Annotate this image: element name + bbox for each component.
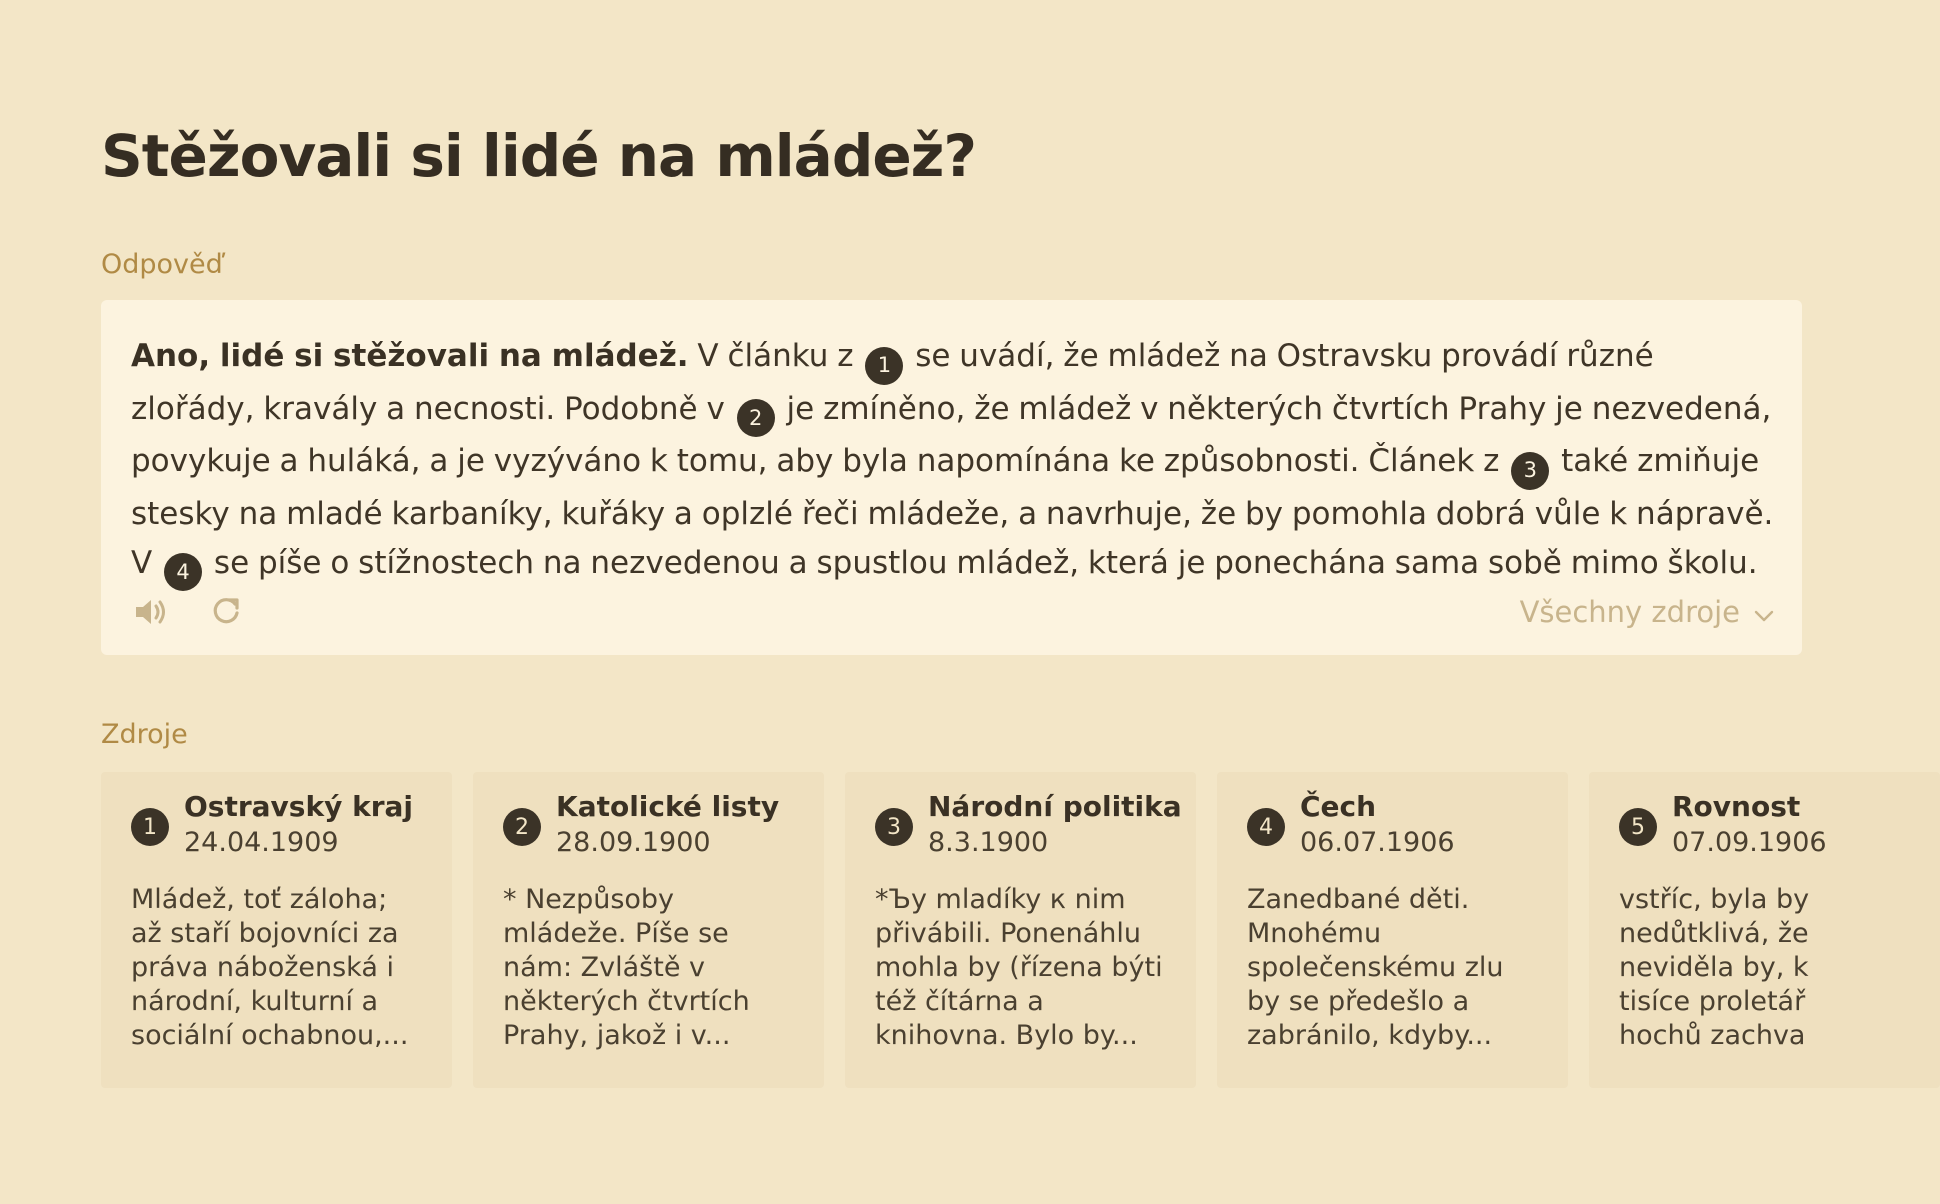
source-date: 24.04.1909 <box>184 827 339 858</box>
sources-list <box>101 772 1827 1088</box>
source-name: Katolické listy <box>556 790 780 823</box>
citation-4[interactable]: 4 <box>164 553 202 591</box>
source-card[interactable] <box>473 772 824 1088</box>
answer-segment: je zmíněno, že mládež v některých čtvrtích Prahy je nezvedená, povykuje a huláká, a je vyzýváno k tomu, aby byla napomínána ke způsobnosti. Článek z <box>131 390 1772 479</box>
all-sources-label: Všechny zdroje <box>1519 595 1740 629</box>
citation-3[interactable]: 3 <box>1511 452 1549 490</box>
source-card[interactable] <box>1217 772 1568 1088</box>
source-name: Čech <box>1300 790 1377 823</box>
answer-segment: se píše o stížnostech na nezvedenou a spustlou mládež, která je ponechána sama sobě mimo školu. <box>205 544 1758 581</box>
all-sources-dropdown[interactable] <box>1520 590 1774 634</box>
source-name: Národní politika <box>928 790 1182 823</box>
source-snippet: * Nezpůsoby mládeže. Píše se nám: Zvláště v některých čtvrtích Prahy, jakož i v... <box>503 884 750 1051</box>
chevron-down-icon <box>1754 595 1774 629</box>
sources-section-label: Zdroje <box>101 719 188 750</box>
citation-2[interactable]: 2 <box>737 399 775 437</box>
source-card[interactable] <box>1589 772 1940 1088</box>
source-number-badge: 3 <box>875 808 913 846</box>
answer-segment: také zmiňuje stesky na mladé karbaníky, kuřáky a oplzlé řeči mládeže, a navrhuje, že by pomohla dobrá vůle k nápravě. V <box>131 443 1774 581</box>
source-number-badge: 5 <box>1619 808 1657 846</box>
source-snippet: Mládež, toť záloha; až staří bojovníci za práva náboženská i národní, kulturní a sociální ochabnou,... <box>131 884 409 1051</box>
source-snippet: vstříc, byla by nedůtklivá, že neviděla by, k tisíce proletář hochů zachva <box>1619 884 1810 1051</box>
source-date: 06.07.1906 <box>1300 827 1455 858</box>
citation-1[interactable]: 1 <box>865 347 903 385</box>
source-date: 28.09.1900 <box>556 827 711 858</box>
source-snippet: *Ъy mladíky к nim přivábili. Ponenáhlu mohla by (řízena býti též čítárna a knihovna. Bylo by... <box>875 884 1163 1051</box>
answer-card <box>101 300 1802 655</box>
source-number-badge: 1 <box>131 808 169 846</box>
source-number-badge: 2 <box>503 808 541 846</box>
source-date: 8.3.1900 <box>928 827 1049 858</box>
page-title: Stěžovali si lidé na mládež? <box>101 122 977 190</box>
speaker-icon[interactable] <box>131 592 171 632</box>
source-date: 07.09.1906 <box>1672 827 1827 858</box>
source-card[interactable] <box>845 772 1196 1088</box>
answer-text <box>131 332 1781 591</box>
refresh-icon[interactable] <box>206 592 246 632</box>
answer-lead: Ano, lidé si stěžovali na mládež. <box>131 338 689 374</box>
source-name: Rovnost <box>1672 790 1801 823</box>
answer-section-label: Odpověď <box>101 249 223 280</box>
source-number-badge: 4 <box>1247 808 1285 846</box>
answer-segment: V článku z <box>688 338 863 374</box>
source-name: Ostravský kraj <box>184 790 414 823</box>
source-card[interactable] <box>101 772 452 1088</box>
answer-segment: se uvádí, že mládež na Ostravsku provádí různé zlořády, kravály a necnosti. Podobně v <box>131 338 1654 427</box>
source-snippet: Zanedbané děti. Mnohému společenskému zlu by se předešlo a zabránilo, kdyby... <box>1247 884 1504 1051</box>
